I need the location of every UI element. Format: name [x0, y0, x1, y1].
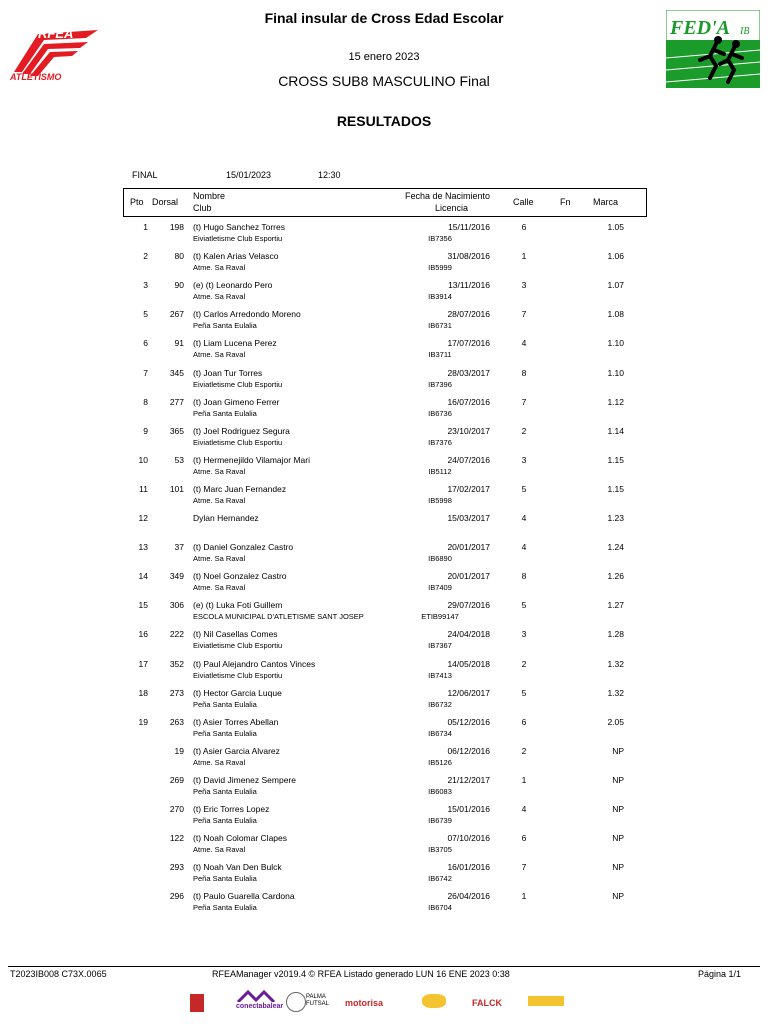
futsal-ball-icon — [286, 992, 306, 1012]
table-row — [0, 745, 768, 774]
license-cell: IB7376 — [428, 437, 452, 447]
mark-cell: 1.08 — [607, 309, 624, 320]
athlete-name: (t) Asier Garcia Alvarez — [193, 745, 280, 756]
mark-cell: NP — [612, 891, 624, 902]
results-table-header — [123, 188, 647, 217]
birth-date-cell: 28/07/2016 — [447, 309, 490, 320]
event-category: CROSS SUB8 MASCULINO Final — [278, 73, 490, 89]
athlete-club: Peña Santa Eulalia — [193, 699, 257, 709]
athlete-club: Peña Santa Eulalia — [193, 874, 257, 884]
license-cell: IB7396 — [428, 379, 452, 389]
table-row — [0, 337, 768, 366]
dorsal-cell: 269 — [169, 774, 184, 785]
table-row — [0, 628, 768, 657]
place-cell: 9 — [143, 425, 148, 436]
lane-cell: 3 — [521, 629, 527, 640]
col-marca: Marca — [593, 197, 619, 207]
lane-cell: 2 — [521, 658, 527, 669]
license-cell: IB6731 — [428, 321, 452, 331]
mark-cell: 1.10 — [607, 338, 624, 349]
athlete-club: Peña Santa Eulalia — [193, 728, 257, 738]
mark-cell: 1.32 — [607, 687, 624, 698]
athlete-club: Atme. Sa Raval — [193, 263, 246, 273]
dorsal-cell: 293 — [169, 862, 184, 873]
athlete-club: Peña Santa Eulalia — [193, 903, 257, 913]
table-row — [0, 803, 768, 832]
birth-date-cell: 06/12/2016 — [447, 745, 490, 756]
mark-cell: 1.32 — [607, 658, 624, 669]
birth-date-cell: 13/11/2016 — [448, 280, 490, 291]
mark-cell: 1.10 — [607, 367, 624, 378]
lane-cell: 4 — [521, 513, 527, 523]
place-cell: 6 — [143, 338, 148, 349]
footer-divider — [8, 966, 760, 967]
lane-cell: 6 — [521, 833, 527, 844]
table-row — [0, 599, 768, 628]
mark-cell: 1.14 — [607, 425, 624, 436]
place-cell: 5 — [143, 309, 148, 320]
dorsal-cell: 270 — [169, 804, 184, 814]
athlete-name: (t) Kalen Arias Velasco — [193, 251, 279, 262]
license-cell: IB6732 — [428, 699, 452, 709]
lane-cell: 1 — [521, 251, 527, 262]
athlete-name: Dylan Hernandez — [193, 513, 259, 523]
table-row — [0, 687, 768, 716]
lane-cell: 1 — [521, 774, 527, 785]
mark-cell: 1.15 — [607, 454, 624, 465]
birth-date-cell: 16/01/2016 — [447, 862, 490, 873]
mark-cell: 1.24 — [607, 542, 624, 553]
sponsor-conectabalear: conectabalear — [236, 990, 283, 1010]
license-cell: IB6083 — [428, 786, 452, 796]
mark-cell: NP — [612, 745, 624, 756]
section-title: RESULTADOS — [336, 113, 432, 129]
fedaib-logo — [666, 10, 760, 88]
dorsal-cell: 91 — [174, 338, 184, 349]
athlete-club: Atme. Sa Raval — [193, 845, 246, 855]
mark-cell: 1.27 — [607, 600, 624, 611]
lane-cell: 4 — [521, 804, 527, 814]
mark-cell: 1.23 — [607, 513, 624, 523]
athlete-club: Eiviatletisme Club Esportiu — [193, 641, 283, 651]
birth-date-cell: 07/10/2016 — [447, 833, 490, 844]
sponsor-ibiza-logo-icon — [422, 994, 446, 1008]
footer-page: Página 1/1 — [698, 969, 742, 979]
table-row — [0, 512, 768, 541]
dorsal-cell: 345 — [169, 367, 184, 378]
col-club: Club — [193, 203, 212, 213]
birth-date-cell: 24/07/2016 — [447, 454, 490, 465]
dorsal-cell: 273 — [169, 687, 184, 698]
athlete-name: (t) Hermenejildo Vilamajor Mari — [193, 454, 310, 465]
dorsal-cell: 306 — [169, 600, 184, 611]
athlete-club: Atme. Sa Raval — [193, 466, 246, 476]
col-fecha: Fecha de Nacimiento — [405, 191, 491, 201]
dorsal-cell: 101 — [169, 483, 184, 494]
license-cell: IB5999 — [428, 263, 452, 273]
table-row — [0, 425, 768, 454]
birth-date-cell: 24/04/2018 — [447, 629, 490, 640]
lane-cell: 2 — [521, 745, 527, 756]
athlete-name: (t) Noah Van Den Bulck — [193, 862, 282, 873]
athlete-name: (t) Carlos Arredondo Moreno — [193, 309, 301, 320]
place-cell: 17 — [138, 658, 148, 669]
lane-cell: 3 — [521, 454, 527, 465]
athlete-club: Atme. Sa Raval — [193, 583, 246, 593]
sponsors-strip — [190, 990, 570, 1016]
dorsal-cell: 53 — [174, 454, 184, 465]
dorsal-cell: 222 — [169, 629, 184, 640]
svg-text:RFEA: RFEA — [38, 26, 74, 41]
place-cell: 1 — [143, 222, 148, 232]
col-fn: Fn — [560, 197, 571, 207]
place-cell: 19 — [138, 716, 148, 727]
birth-date-cell: 28/03/2017 — [447, 367, 490, 378]
birth-date-cell: 15/01/2016 — [447, 804, 490, 814]
place-cell: 2 — [143, 251, 148, 262]
place-cell: 7 — [143, 367, 148, 378]
athlete-name: (t) Eric Torres Lopez — [193, 804, 270, 814]
footer-generated: RFEAManager v2019.4 © RFEA Listado generado LUN 16 ENE 2023 0:38 — [212, 969, 510, 979]
mark-cell: 1.05 — [607, 222, 624, 232]
birth-date-cell: 20/01/2017 — [447, 571, 490, 582]
lane-cell: 5 — [521, 600, 527, 611]
dorsal-cell: 296 — [169, 891, 184, 902]
birth-date-cell: 26/04/2016 — [447, 891, 490, 902]
place-cell: 13 — [138, 542, 148, 553]
athlete-club: ESCOLA MUNICIPAL D'ATLETISME SANT JOSEP — [193, 612, 364, 622]
place-cell: 18 — [138, 687, 148, 698]
athlete-club: Atme. Sa Raval — [193, 554, 246, 564]
dorsal-cell: 19 — [174, 745, 184, 756]
athlete-club: Eiviatletisme Club Esportiu — [193, 437, 283, 447]
table-row — [0, 367, 768, 396]
lane-cell: 5 — [521, 687, 527, 698]
mark-cell: 1.26 — [607, 571, 624, 582]
col-calle: Calle — [513, 197, 534, 207]
license-cell: IB7367 — [428, 641, 452, 651]
athlete-name: (t) Noel Gonzalez Castro — [193, 571, 287, 582]
license-cell: IB7413 — [428, 670, 452, 680]
table-row — [0, 308, 768, 337]
birth-date-cell: 14/05/2018 — [447, 658, 490, 669]
athlete-name: (t) Paulo Guarella Cardona — [193, 891, 295, 902]
col-dorsal: Dorsal — [152, 197, 179, 207]
mark-cell: 2.05 — [607, 716, 624, 727]
birth-date-cell: 17/07/2016 — [447, 338, 490, 349]
athlete-name: (t) David Jimenez Sempere — [193, 774, 296, 785]
athlete-name: (e) (t) Leonardo Pero — [193, 280, 273, 291]
birth-date-cell: 15/03/2017 — [447, 513, 490, 523]
lane-cell: 4 — [521, 542, 527, 553]
col-nombre: Nombre — [193, 191, 226, 201]
lane-cell: 4 — [521, 338, 527, 349]
govern-logo-icon — [190, 994, 204, 1012]
mark-cell: 1.07 — [607, 280, 624, 291]
table-row — [0, 570, 768, 599]
athlete-club: Peña Santa Eulalia — [193, 321, 257, 331]
lane-cell: 5 — [521, 483, 527, 494]
sponsor-falck: FALCK — [472, 998, 502, 1008]
table-row — [0, 658, 768, 687]
athlete-club: Peña Santa Eulalia — [193, 816, 257, 825]
birth-date-cell: 05/12/2016 — [447, 716, 490, 727]
round-date: 15/01/2023 — [226, 170, 272, 180]
mark-cell: NP — [612, 862, 624, 873]
event-date: 15 enero 2023 — [348, 51, 420, 63]
dorsal-cell: 365 — [169, 425, 184, 436]
dorsal-cell: 267 — [169, 309, 184, 320]
athlete-club: Atme. Sa Raval — [193, 757, 246, 767]
athlete-club: Peña Santa Eulalia — [193, 786, 257, 796]
athlete-club: Eiviatletisme Club Esportiu — [193, 234, 283, 243]
athlete-name: (t) Marc Juan Fernandez — [193, 483, 287, 494]
place-cell: 15 — [138, 600, 148, 611]
mark-cell: 1.28 — [607, 629, 624, 640]
place-cell: 8 — [143, 396, 148, 407]
lane-cell: 2 — [521, 425, 527, 436]
license-cell: IB3705 — [428, 845, 452, 855]
footer-code: T2023IB008 C73X.0065 — [10, 969, 107, 979]
athlete-name: (t) Joan Tur Torres — [193, 367, 263, 378]
athlete-name: (t) Paul Alejandro Cantos Vinces — [193, 658, 316, 669]
license-cell: IB5112 — [428, 466, 452, 476]
athlete-name: (t) Asier Torres Abellan — [193, 716, 279, 727]
table-row — [0, 861, 768, 890]
license-cell: IB6736 — [428, 408, 452, 418]
lane-cell: 7 — [521, 396, 527, 407]
athlete-club: Atme. Sa Raval — [193, 292, 246, 302]
round-label: FINAL — [132, 170, 158, 180]
table-row — [0, 774, 768, 803]
license-cell: IB6704 — [428, 903, 452, 913]
dorsal-cell: 90 — [174, 280, 184, 291]
birth-date-cell: 21/12/2017 — [447, 774, 490, 785]
mark-cell: NP — [612, 804, 624, 814]
birth-date-cell: 16/07/2016 — [447, 396, 490, 407]
birth-date-cell: 29/07/2016 — [447, 600, 490, 611]
place-cell: 3 — [143, 280, 148, 291]
athlete-club: Atme. Sa Raval — [193, 350, 246, 360]
place-cell: 10 — [138, 454, 148, 465]
license-cell: IB3711 — [428, 350, 452, 360]
dorsal-cell: 198 — [169, 222, 184, 232]
sponsor-palma-futsal: PALMA FUTSAL — [306, 994, 330, 1007]
birth-date-cell: 23/10/2017 — [447, 425, 490, 436]
table-row — [0, 832, 768, 861]
athlete-club: Eiviatletisme Club Esportiu — [193, 379, 283, 389]
round-time: 12:30 — [318, 170, 341, 180]
athlete-name: (t) Hector Garcia Luque — [193, 687, 282, 698]
mark-cell: NP — [612, 774, 624, 785]
table-row — [0, 890, 768, 919]
license-cell: IB6742 — [428, 874, 452, 884]
dorsal-cell: 277 — [169, 396, 184, 407]
event-title: Final insular de Cross Edad Escolar — [264, 10, 504, 26]
col-licencia: Licencia — [435, 203, 469, 213]
svg-text:IB: IB — [740, 26, 750, 37]
table-row — [0, 279, 768, 308]
table-row — [0, 716, 768, 745]
license-cell: IB6890 — [428, 554, 452, 564]
table-row — [0, 221, 768, 250]
athlete-name: (e) (t) Luka Foti Guillem — [193, 600, 283, 611]
table-row — [0, 454, 768, 483]
mark-cell: 1.12 — [607, 396, 624, 407]
athlete-name: (t) Nil Casellas Comes — [193, 629, 278, 640]
mark-cell: NP — [612, 833, 624, 844]
athlete-club: Eiviatletisme Club Esportiu — [193, 670, 283, 680]
license-cell: IB5998 — [428, 495, 452, 505]
sponsor-motorisa: motorisa — [345, 998, 384, 1008]
dorsal-cell: 263 — [169, 716, 184, 727]
lane-cell: 1 — [521, 891, 527, 902]
license-cell: IB3914 — [428, 292, 452, 302]
dorsal-cell: 349 — [169, 571, 184, 582]
athlete-name: (t) Joan Gimeno Ferrer — [193, 396, 280, 407]
place-cell: 14 — [138, 571, 148, 582]
col-pto: Pto — [130, 197, 144, 207]
license-cell: IB7409 — [428, 583, 452, 593]
table-row — [0, 250, 768, 279]
lane-cell: 7 — [521, 309, 527, 320]
athlete-name: (t) Noah Colomar Clapes — [193, 833, 288, 844]
table-row — [0, 483, 768, 512]
athlete-club: Atme. Sa Raval — [193, 495, 246, 505]
athlete-name: (t) Daniel Gonzalez Castro — [193, 542, 294, 553]
table-row — [0, 541, 768, 570]
athlete-name: (t) Hugo Sanchez Torres — [193, 222, 285, 232]
license-cell: IB5126 — [428, 757, 452, 767]
place-cell: 12 — [138, 513, 148, 523]
lane-cell: 7 — [521, 862, 527, 873]
lane-cell: 6 — [521, 716, 527, 727]
birth-date-cell: 20/01/2017 — [447, 542, 490, 553]
mark-cell: 1.06 — [607, 251, 624, 262]
birth-date-cell: 15/11/2016 — [448, 222, 490, 232]
dorsal-cell: 122 — [169, 833, 184, 844]
lane-cell: 6 — [521, 222, 527, 232]
birth-date-cell: 17/02/2017 — [447, 483, 490, 494]
lane-cell: 8 — [521, 367, 527, 378]
license-cell: IB6739 — [428, 816, 452, 825]
svg-text:FED'A: FED'A — [670, 17, 731, 39]
athlete-name: (t) Liam Lucena Perez — [193, 338, 277, 349]
birth-date-cell: 31/08/2016 — [447, 251, 490, 262]
dorsal-cell: 352 — [169, 658, 184, 669]
license-cell: IB6734 — [428, 728, 452, 738]
birth-date-cell: 12/06/2017 — [447, 687, 490, 698]
athlete-name: (t) Joel Rodriguez Segura — [193, 425, 290, 436]
lane-cell: 3 — [521, 280, 527, 291]
dorsal-cell: 37 — [174, 542, 184, 553]
rfea-logo-text: ATLETISMO — [10, 72, 62, 82]
place-cell: 16 — [138, 629, 148, 640]
license-cell: ETIB99147 — [421, 612, 459, 622]
place-cell: 11 — [139, 483, 148, 494]
table-row — [0, 396, 768, 425]
mark-cell: 1.15 — [607, 483, 624, 494]
license-cell: IB7356 — [428, 234, 452, 243]
sponsor-athletics-logo-icon — [528, 996, 564, 1006]
dorsal-cell: 80 — [174, 251, 184, 262]
lane-cell: 8 — [521, 571, 527, 582]
athlete-club: Peña Santa Eulalia — [193, 408, 257, 418]
